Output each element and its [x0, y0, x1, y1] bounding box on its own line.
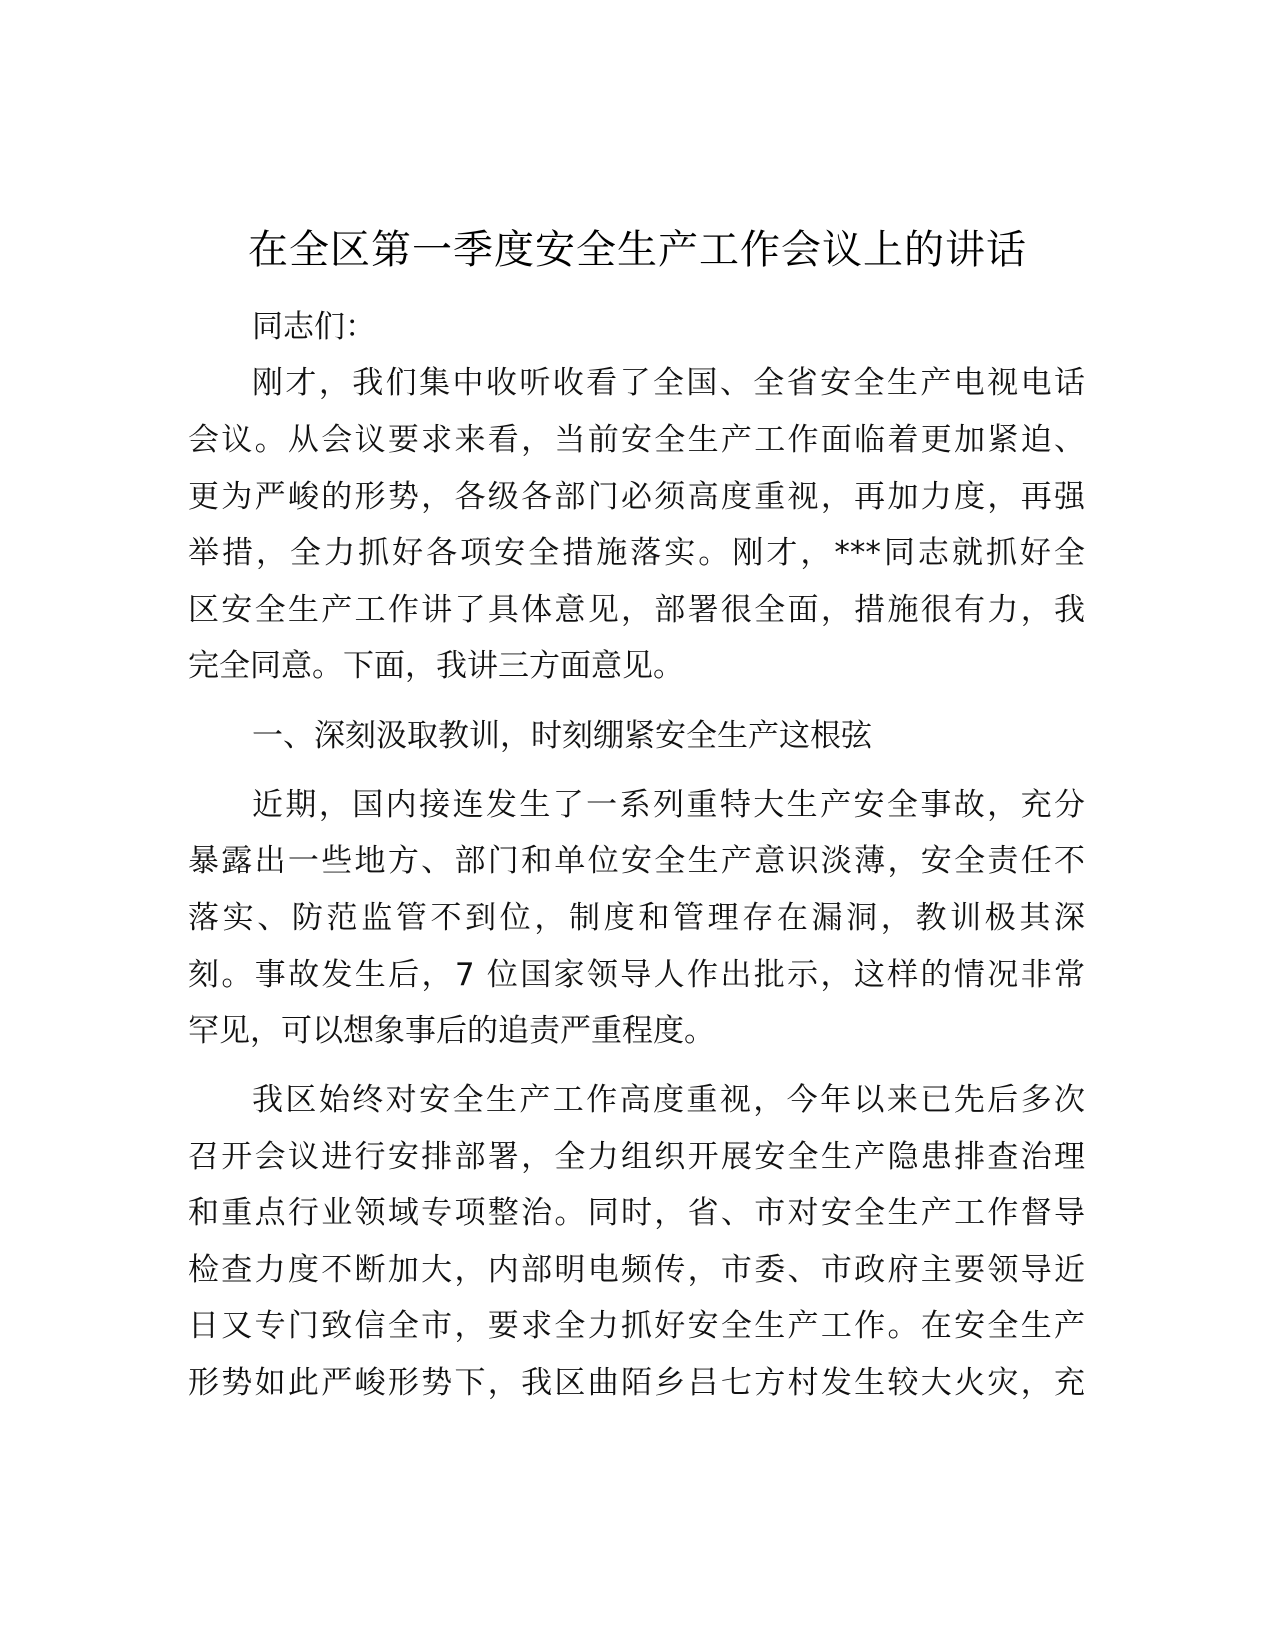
paragraph-line: 和重点行业领域专项整治。同时，省、市对安全生产工作督导 — [188, 1195, 1085, 1231]
paragraph-line: 区安全生产工作讲了具体意见，部署很全面，措施很有力，我 — [188, 592, 1085, 628]
paragraph-line: 形势如此严峻形势下，我区曲陌乡吕七方村发生较大火灾，充 — [188, 1365, 1085, 1401]
section-heading-1: 一、深刻汲取教训，时刻绷紧安全生产这根弦 — [252, 718, 872, 754]
paragraph-line: 召开会议进行安排部署，全力组织开展安全生产隐患排查治理 — [188, 1139, 1085, 1175]
paragraph-line: 会议。从会议要求来看，当前安全生产工作面临着更加紧迫、 — [188, 422, 1085, 458]
paragraph-line: 近期，国内接连发生了一系列重特大生产安全事故，充分 — [252, 787, 1085, 823]
paragraph-line: 落实、防范监管不到位，制度和管理存在漏洞，教训极其深 — [188, 900, 1085, 936]
paragraph-line: 更为严峻的形势，各级各部门必须高度重视，再加力度，再强 — [188, 479, 1085, 515]
salutation: 同志们： — [252, 309, 376, 345]
paragraph-line: 完全同意。下面，我讲三方面意见。 — [188, 648, 684, 684]
document-title: 在全区第一季度安全生产工作会议上的讲话 — [248, 227, 1027, 273]
paragraph-line: 我区始终对安全生产工作高度重视，今年以来已先后多次 — [252, 1082, 1085, 1118]
paragraph-line: 日又专门致信全市，要求全力抓好安全生产工作。在安全生产 — [188, 1308, 1085, 1344]
paragraph-line: 刻。事故发生后，7 位国家领导人作出批示，这样的情况非常 — [188, 957, 1085, 993]
paragraph-line: 检查力度不断加大，内部明电频传，市委、市政府主要领导近 — [188, 1252, 1085, 1288]
paragraph-line: 暴露出一些地方、部门和单位安全生产意识淡薄，安全责任不 — [188, 843, 1085, 879]
paragraph-line: 罕见，可以想象事后的追责严重程度。 — [188, 1013, 715, 1049]
paragraph-line: 举措，全力抓好各项安全措施落实。刚才，***同志就抓好全 — [188, 535, 1085, 571]
paragraph-line: 刚才，我们集中收听收看了全国、全省安全生产电视电话 — [252, 365, 1085, 401]
